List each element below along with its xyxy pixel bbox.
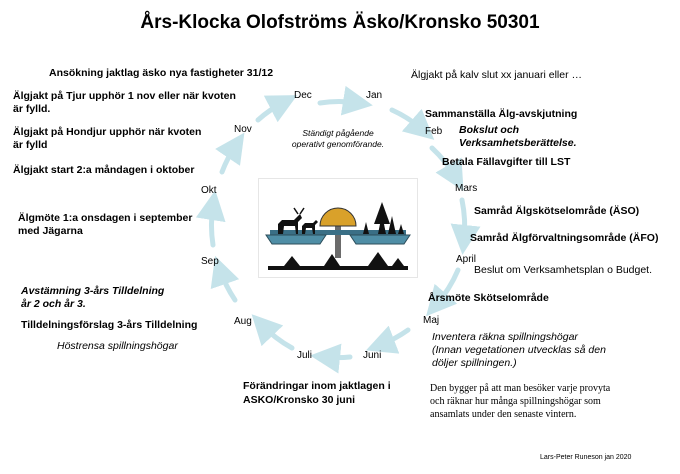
arc-okt-nov	[222, 145, 236, 172]
text-inventera-1: Inventera räkna spillningshögar	[432, 331, 578, 343]
text-samrad-afo: Samråd Älgförvaltningsområde (ÄFO)	[470, 232, 659, 244]
text-forandringar-2: ASKO/Kronsko 30 juni	[243, 394, 356, 406]
month-feb: Feb	[425, 126, 443, 137]
text-inventera-3: döljer spillningen.)	[432, 357, 517, 369]
month-mar: Mars	[455, 183, 478, 194]
month-jun: Juni	[363, 350, 382, 361]
arc-nov-dec	[258, 102, 284, 120]
text-sammanstalla: Sammanställa Älg-avskjutning	[425, 108, 578, 120]
text-bygger-2: och räknar hur många spillningshögar som	[430, 396, 601, 407]
month-maj: Maj	[423, 315, 440, 326]
text-tjur-2: är fylld.	[13, 103, 51, 115]
arc-dec-jan	[320, 102, 358, 103]
text-mote-2: med Jägarna	[18, 225, 83, 237]
text-samrad-aso: Samråd Älgskötselområde (ÄSO)	[474, 205, 640, 217]
arc-sep-okt	[211, 205, 213, 245]
text-hondjur-2: är fylld	[13, 139, 48, 151]
arc-maj-jun	[380, 330, 408, 345]
text-inventera-2: (Innan vegetationen utvecklas så den	[432, 344, 606, 356]
month-sep: Sep	[201, 256, 219, 267]
text-bygger-1: Den bygger på att man besöker varje provyta	[430, 383, 611, 394]
text-bokslut-1: Bokslut och	[459, 124, 520, 136]
arc-jun-jul	[325, 357, 350, 358]
text-bokslut-2: Verksamhetsberättelse.	[459, 137, 577, 149]
month-okt: Okt	[201, 185, 217, 196]
arc-aug-sep	[220, 270, 235, 300]
arc-mar-apr	[462, 200, 465, 240]
month-aug: Aug	[234, 316, 252, 327]
month-jul: Juli	[297, 350, 313, 361]
month-apr: April	[456, 254, 477, 265]
text-mote-1: Älgmöte 1:a onsdagen i september	[18, 212, 193, 224]
text-hondjur-1: Älgjakt på Hondjur upphör när kvoten	[13, 126, 202, 138]
center-text-line1: Ständigt pågående	[302, 128, 374, 138]
text-bygger-3: ansamlats under den senaste vintern.	[430, 409, 577, 420]
center-text-line2: operativt genomförande.	[291, 139, 385, 149]
scale-illustration	[258, 178, 418, 278]
arc-jan-feb	[392, 110, 423, 130]
text-tjur-1: Älgjakt på Tjur upphör 1 nov eller när kvoten	[13, 90, 236, 102]
text-fallavgifter: Betala Fällavgifter till LST	[442, 156, 571, 168]
credit: Lars-Peter Runeson jan 2020	[540, 454, 632, 461]
text-ansokning: Ansökning jaktlag äsko nya fastigheter 31/12	[49, 67, 274, 79]
page-title: Års-Klocka Olofströms Äsko/Kronsko 50301	[140, 12, 540, 33]
month-dec: Dec	[294, 90, 312, 101]
text-kalv: Älgjakt på kalv slut xx januari eller …	[411, 69, 582, 81]
text-forandringar-1: Förändringar inom jaktlagen i	[243, 380, 391, 392]
text-avstamning-1: Avstämning 3-års Tilldelning	[21, 285, 165, 297]
center-text	[268, 128, 408, 150]
text-tilldelningsforslag: Tilldelningsförslag 3-års Tilldelning	[21, 319, 198, 331]
text-arsmote: Årsmöte Skötselområde	[428, 292, 549, 304]
text-start: Älgjakt start 2:a måndagen i oktober	[13, 164, 195, 176]
month-jan: Jan	[366, 90, 383, 101]
text-avstamning-2: år 2 och år 3.	[21, 298, 86, 310]
arc-jul-aug	[262, 325, 292, 348]
text-beslut: Beslut om Verksamhetsplan o Budget.	[474, 264, 653, 276]
month-nov: Nov	[234, 124, 252, 135]
text-hostrensa: Höstrensa spillningshögar	[57, 340, 178, 352]
